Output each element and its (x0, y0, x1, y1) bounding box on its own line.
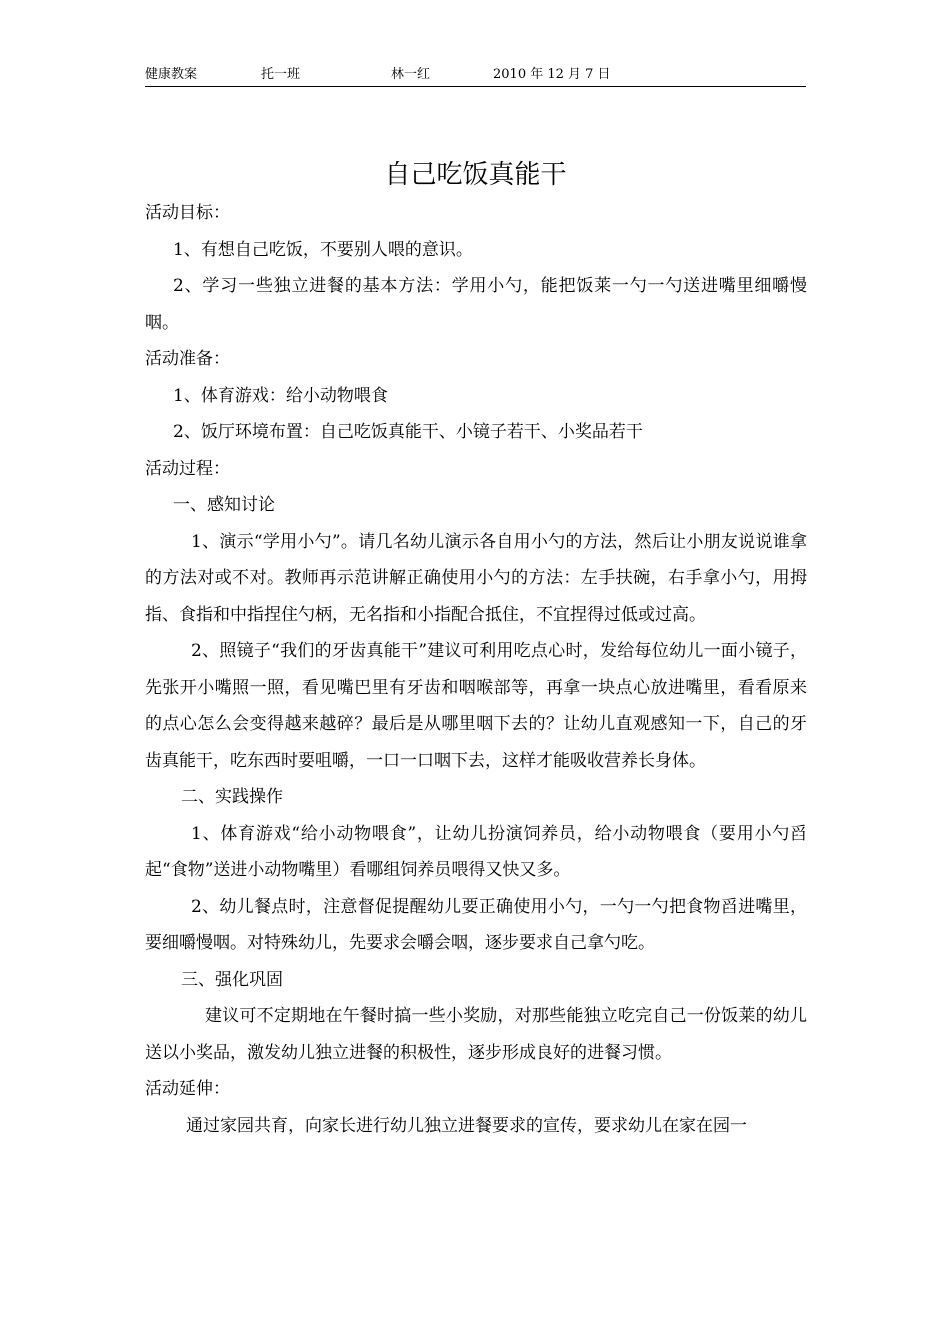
page-header (145, 66, 806, 86)
goal-item-2: 2、学习一些独立进餐的基本方法：学用小勺，能把饭莱一勺一勺送进嘴里细嚼慢咽。 (145, 276, 807, 333)
header-subject: 健康教案 (145, 67, 198, 82)
prep-heading: 活动准备： (145, 349, 230, 369)
part-3-heading: 三、强化巩固 (181, 969, 283, 990)
header-teacher: 林一红 (391, 67, 431, 82)
document-title: 自己吃饭真能干 (384, 160, 567, 190)
header-date: 2010 年 12 月 7 日 (493, 67, 611, 82)
part-1-item-1: 1、演示“学用小勺”。请几名幼儿演示各自用小勺的方法，然后让小朋友说说谁拿的方法对或不对。教师再示范讲解正确使用小勺的方法：左手扶碗，右手拿小勺，用拇指、食指和中指捏住勺柄，无名指和小指配合抵住，不宜捏得过低或过高。 (145, 531, 807, 625)
header-divider (145, 86, 806, 87)
goals-heading: 活动目标： (145, 203, 230, 223)
extension-item-1: 通过家园共育，向家长进行幼儿独立进餐要求的宣传，要求幼儿在家在园一 (186, 1115, 747, 1136)
part-2-item-1: 1、体育游戏“给小动物喂食”，让幼儿扮演饲养员，给小动物喂食（要用小勺舀起“食物”送进小动物嘴里）看哪组饲养员喂得又快又多。 (145, 823, 807, 880)
goal-item-1: 1、有想自己吃饭，不要别人喂的意识。 (173, 239, 473, 260)
part-1-item-2: 2、照镜子“我们的牙齿真能干”建议可利用吃点心时，发给每位幼儿一面小镜子，先张开小嘴照一照，看见嘴巴里有牙齿和咽喉部等，再拿一块点心放进嘴里，看看原来的点心怎么会变得越来越碎？最后是从哪里咽下去的？让幼儿直观感知一下，自己的牙齿真能干，吃东西时要咀嚼，一口一口咽下去，这样才能吸收营养长身体。 (145, 641, 807, 771)
extension-heading: 活动延伸： (145, 1079, 230, 1099)
document-body (145, 195, 807, 1144)
prep-item-1: 1、体育游戏：给小动物喂食 (173, 385, 388, 406)
process-heading: 活动过程： (145, 458, 230, 479)
part-2-heading: 二、实践操作 (181, 787, 283, 807)
part-1-heading: 一、感知讨论 (173, 495, 275, 515)
part-3-item-1: 建议可不定期地在午餐时搞一些小奖励，对那些能独立吃完自己一份饭莱的幼儿送以小奖品，激发幼儿独立进餐的积极性，逐步形成良好的进餐习惯。 (145, 1006, 807, 1063)
header-class: 托一班 (261, 67, 301, 82)
prep-item-2: 2、饭厅环境布置：自己吃饭真能干、小镜子若干、小奖品若干 (173, 422, 643, 442)
part-2-item-2: 2、幼儿餐点时，注意督促提醒幼儿要正确使用小勺，一勺一勺把食物舀进嘴里，要细嚼慢咽。对特殊幼儿，先要求会嚼会咽，逐步要求自己拿勺吃。 (145, 896, 807, 953)
